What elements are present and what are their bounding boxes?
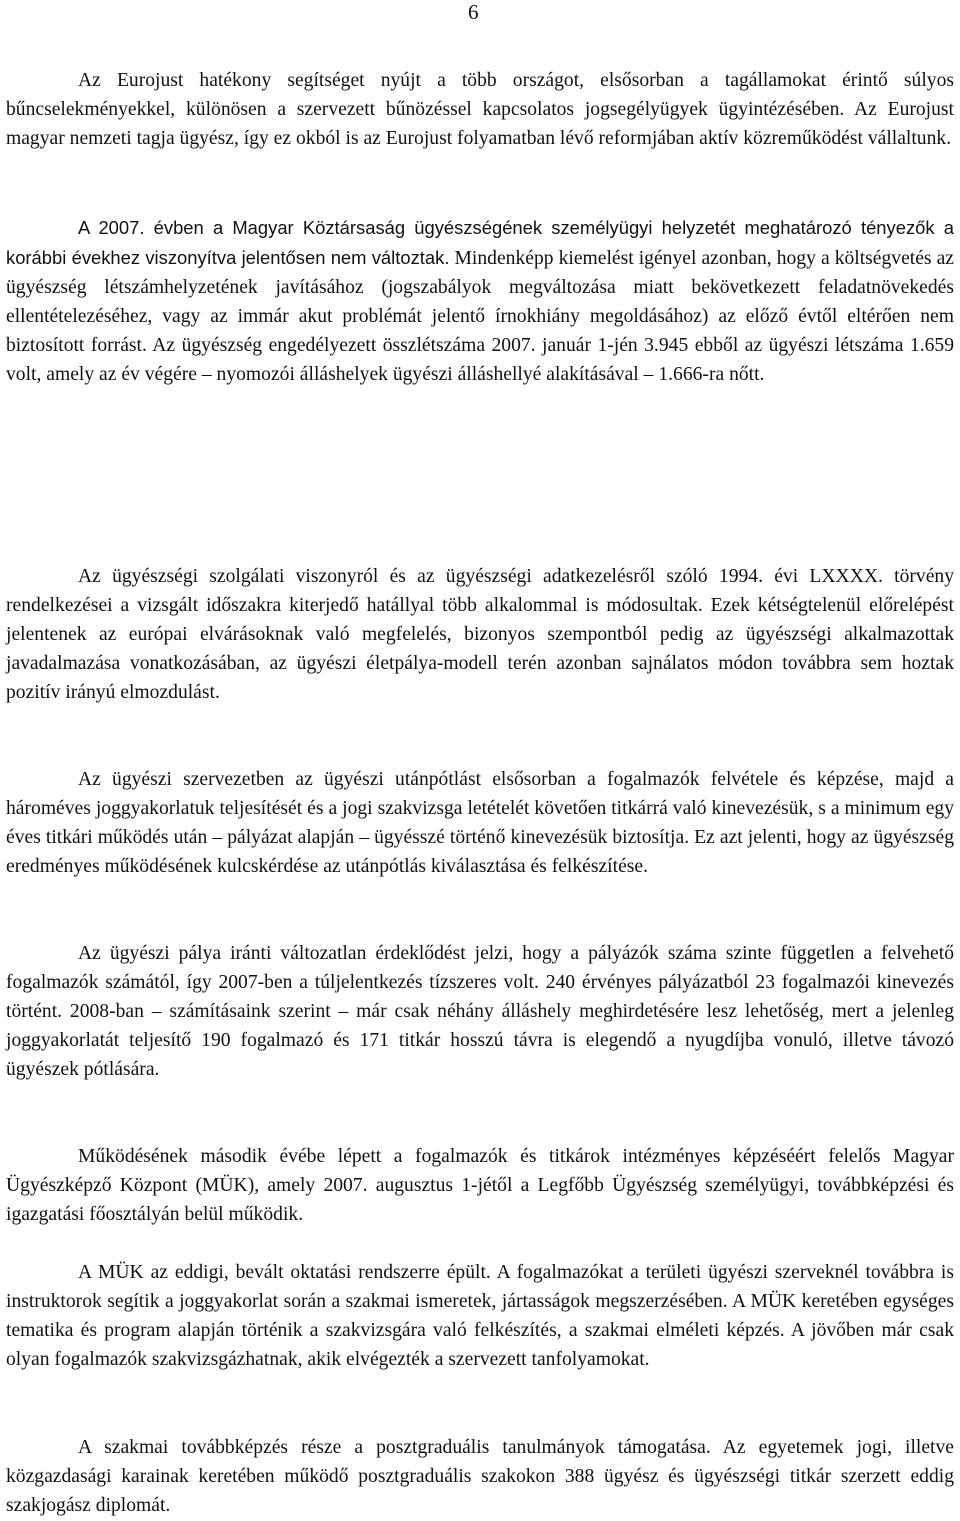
paragraph-text-sans: A 2007. évben a Magyar Köztársaság ügyészségének személyügyi helyzetét meghatározó tényezők a korábbi évekhez viszonyítva jelentősen nem változtak. [6, 217, 954, 268]
paragraph-law-amendments [6, 562, 954, 707]
paragraph-text: Mindenképp kiemelést igényel azonban, hogy a költségvetés az ügyészség létszámhelyzetének javításához (jogszabályok megváltozása miatt bekövetkezett feladatnövekedés ellentételezéséhez, vagy az immár akut problémát jelentő írnokhiány megoldásához) az előző évtől eltérően nem biztosított forrást. Az ügyészség engedélyezett összlétszáma 2007. január 1-jén 3.945 ebből az ügyészi létszáma 1.659 volt, amely az év végére – nyomozói álláshelyek ügyészi álláshellyé alakításával – 1.666-ra nőtt. [6, 248, 955, 385]
paragraph-muk-founding [6, 1142, 954, 1229]
paragraph-eurojust [6, 66, 954, 153]
paragraph-text: A szakmai továbbképzés része a posztgraduális tanulmányok támogatása. Az egyetemek jogi, illetve közgazdasági karainak keretében működő posztgraduális szakokon 388 ügyész és ügyészségi titkár szerzett eddig szakjogász diplomát. [6, 1437, 954, 1516]
paragraph-text: Az ügyészi pálya iránti változatlan érdeklődést jelzi, hogy a pályázók száma szinte független a felvehető fogalmazók számától, így 2007-ben a túljelentkezés tízszeres volt. 240 érvényes pályázatból 23 fogalmazói kinevezés történt. 2008-ban – számításaink szerint – már csak néhány álláshely meghirdetésére lesz lehetőség, mert a jelenleg joggyakorlatát teljesítő 190 fogalmazó és 171 titkár hosszú távra is elegendő a nyugdíjba vonuló, illetve távozó ügyészek pótlására. [6, 943, 954, 1080]
paragraph-text: Az Eurojust hatékony segítséget nyújt a több országot, elsősorban a tagállamokat érintő súlyos bűncselekményekkel, különösen a szervezett bűnözéssel kapcsolatos jogsegélyügyek ügyintézésében. Az Eurojust magyar nemzeti tagja ügyész, így ez okból is az Eurojust folyamatban lévő reformjában aktív közreműködést vállaltunk. [6, 70, 954, 149]
paragraph-recruitment [6, 765, 954, 881]
page-number: 6 [468, 0, 479, 24]
paragraph-personnel-2007 [6, 213, 954, 389]
paragraph-text: Az ügyészségi szolgálati viszonyról és az ügyészségi adatkezelésről szóló 1994. évi LXXXX. törvény rendelkezései a vizsgált időszakra kiterjedő hatállyal több alkalommal is módosultak. Ezek kétségtelenül előrelépést jelentenek az európai elvárásoknak való megfelelés, bizonyos szempontból pedig az ügyészségi alkalmazottak javadalmazása vonatkozásában, az ügyészi életpálya-modell terén azonban sajnálatos módon továbbra sem hoztak pozitív irányú elmozdulást. [6, 566, 954, 703]
paragraph-muk-training [6, 1258, 954, 1374]
paragraph-applicants [6, 939, 954, 1084]
paragraph-text: A MÜK az eddigi, bevált oktatási rendszerre épült. A fogalmazókat a területi ügyészi szerveknél továbbra is instruktorok segítik a joggyakorlat során a szakmai ismeretek, jártasságok megszerzésében. A MÜK keretében egységes tematika és program alapján történik a szakvizsgára való felkészítés, a szakmai elméleti képzés. A jövőben már csak olyan fogalmazók szakvizsgázhatnak, akik elvégezték a szervezett tanfolyamokat. [6, 1262, 954, 1370]
paragraph-text: Működésének második évébe lépett a fogalmazók és titkárok intézményes képzéséért felelős Magyar Ügyészképző Központ (MÜK), amely 2007. augusztus 1-jétől a Legfőbb Ügyészség személyügyi, továbbképzési és igazgatási főosztályán belül működik. [6, 1146, 954, 1225]
paragraph-postgraduate [6, 1433, 954, 1520]
paragraph-text: Az ügyészi szervezetben az ügyészi utánpótlást elsősorban a fogalmazók felvétele és képzése, majd a hároméves joggyakorlatuk teljesítését és a jogi szakvizsga letételét követően titkárrá való kinevezésük, s a minimum egy éves titkári működés után – pályázat alapján – ügyésszé történő kinevezésük biztosítja. Ez azt jelenti, hogy az ügyészség eredményes működésének kulcskérdése az utánpótlás kiválasztása és felkészítése. [6, 769, 954, 877]
